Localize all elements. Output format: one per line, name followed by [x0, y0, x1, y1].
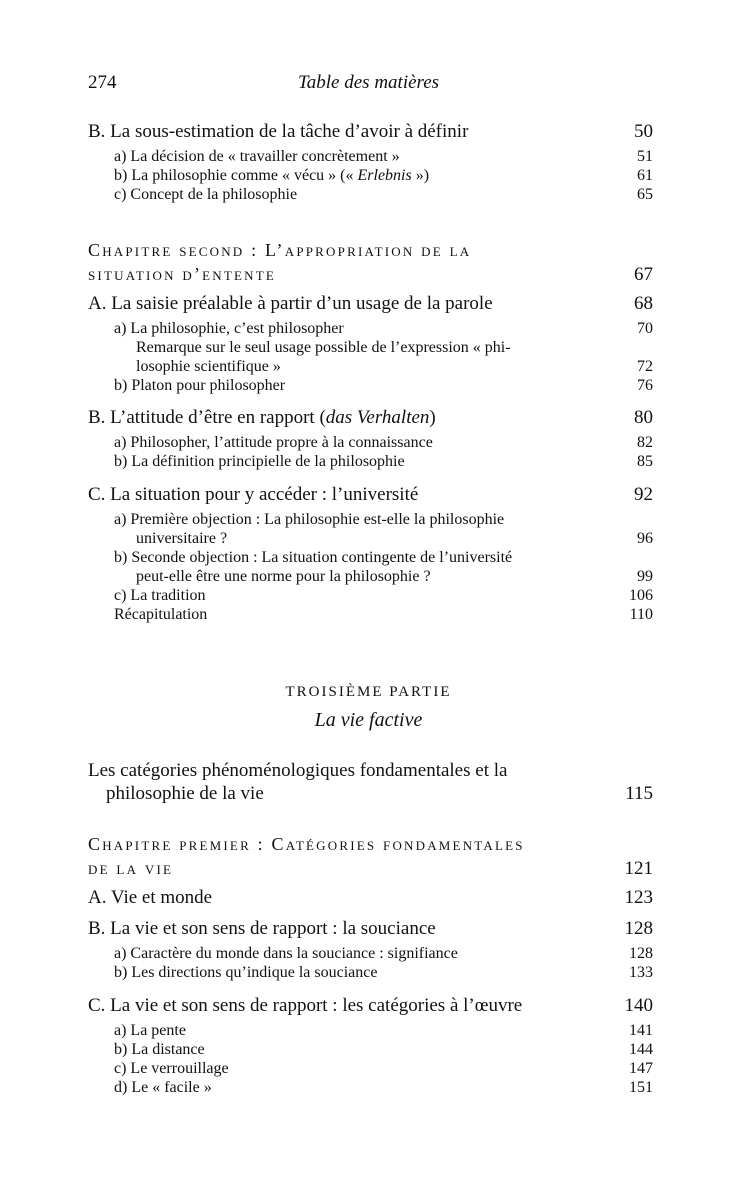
- toc-subentry-text: b) La philosophie comme « vécu » («: [114, 167, 358, 184]
- toc-section-title: B. La vie et son sens de rapport : la souciance: [88, 918, 436, 939]
- toc-page-ref: 128: [629, 945, 653, 962]
- toc-page-ref: 65: [637, 186, 653, 203]
- toc-subentry: a) La décision de « travailler concrètement »: [114, 148, 400, 165]
- toc-page-ref: 68: [634, 293, 653, 314]
- toc-page-ref: 99: [637, 568, 653, 585]
- toc-page-ref: 106: [629, 587, 653, 604]
- toc-page-ref: 144: [629, 1041, 653, 1058]
- toc-page-ref: 82: [637, 434, 653, 451]
- chapter-heading: de la vie: [88, 858, 174, 878]
- toc-subentry: b) Les directions qu’indique la souciance: [114, 964, 378, 981]
- toc-page-ref: 96: [637, 530, 653, 547]
- toc-page-ref: 80: [634, 407, 653, 428]
- toc-page-ref: 76: [637, 377, 653, 394]
- toc-subentry-italic: Erlebnis: [357, 167, 412, 184]
- toc-subentry: universitaire ?: [136, 530, 228, 547]
- toc-page-ref: 61: [637, 167, 653, 184]
- toc-subentry: c) Concept de la philosophie: [114, 186, 298, 203]
- toc-section-title: B. La sous-estimation de la tâche d’avoir à définir: [88, 121, 469, 142]
- toc-subentry: c) La tradition: [114, 587, 206, 604]
- toc-section-title: A. Vie et monde: [88, 887, 213, 908]
- toc-subentry: a) Première objection : La philosophie est-elle la philosophie: [114, 511, 505, 528]
- toc-page-ref: 147: [629, 1060, 653, 1077]
- toc-section-title: philosophie de la vie: [106, 783, 264, 804]
- chapter-heading: Chapitre premier : Catégories fondamentales: [88, 834, 525, 854]
- toc-section-title: C. La situation pour y accéder : l’université: [88, 484, 419, 505]
- chapter-heading: situation d’entente: [88, 264, 277, 284]
- toc-section-title: [88, 407, 436, 429]
- toc-section-title: Les catégories phénoménologiques fondamentales et la: [88, 760, 508, 781]
- toc-page-ref: 121: [624, 858, 653, 879]
- toc-page-ref: 151: [629, 1079, 653, 1096]
- toc-page-ref: 140: [624, 995, 653, 1016]
- toc-page-ref: 123: [624, 887, 653, 908]
- toc-section-title: A. La saisie préalable à partir d’un usage de la parole: [88, 293, 493, 314]
- toc-page-ref: 115: [625, 783, 653, 804]
- toc-subentry: [114, 167, 429, 185]
- toc-page-ref: 51: [637, 148, 653, 165]
- toc-section-text: B. L’attitude d’être en rapport (: [88, 407, 326, 428]
- toc-subentry: Remarque sur le seul usage possible de l’expression « phi-: [136, 339, 511, 356]
- toc-page-ref: 128: [624, 918, 653, 939]
- toc-subentry-text: »): [411, 167, 430, 184]
- toc-subentry: a) Philosopher, l’attitude propre à la connaissance: [114, 434, 433, 451]
- toc-subentry: b) Platon pour philosopher: [114, 377, 286, 394]
- part-subtitle: La vie factive: [314, 709, 423, 731]
- toc-subentry: Récapitulation: [114, 606, 208, 623]
- toc-subentry: d) Le « facile »: [114, 1079, 212, 1096]
- page-number: 274: [88, 72, 117, 93]
- toc-subentry: a) La pente: [114, 1022, 186, 1039]
- toc-subentry: peut-elle être une norme pour la philosophie ?: [136, 568, 431, 585]
- toc-subentry: a) La philosophie, c’est philosopher: [114, 320, 344, 337]
- toc-subentry: b) Seconde objection : La situation contingente de l’université: [114, 549, 513, 566]
- toc-section-title: C. La vie et son sens de rapport : les catégories à l’œuvre: [88, 995, 523, 1016]
- toc-page-ref: 67: [634, 264, 653, 285]
- chapter-heading: Chapitre second : L’appropriation de la: [88, 240, 472, 260]
- part-label: TROISIÈME PARTIE: [285, 684, 452, 700]
- toc-subentry: c) Le verrouillage: [114, 1060, 229, 1077]
- toc-subentry: b) La définition principielle de la philosophie: [114, 453, 405, 470]
- toc-page-ref: 50: [634, 121, 653, 142]
- toc-page-ref: 70: [637, 320, 653, 337]
- toc-page-ref: 85: [637, 453, 653, 470]
- toc-subentry: b) La distance: [114, 1041, 205, 1058]
- toc-section-text: ): [429, 407, 436, 428]
- toc-page-ref: 72: [637, 358, 653, 375]
- toc-page-ref: 92: [634, 484, 653, 505]
- toc-section-italic: das Verhalten: [325, 407, 430, 428]
- toc-page-ref: 141: [629, 1022, 653, 1039]
- running-title: Table des matières: [297, 72, 440, 93]
- toc-page-ref: 110: [629, 606, 653, 623]
- toc-subentry: losophie scientifique »: [136, 358, 281, 375]
- toc-page-ref: 133: [629, 964, 653, 981]
- toc-subentry: a) Caractère du monde dans la souciance : signifiance: [114, 945, 458, 962]
